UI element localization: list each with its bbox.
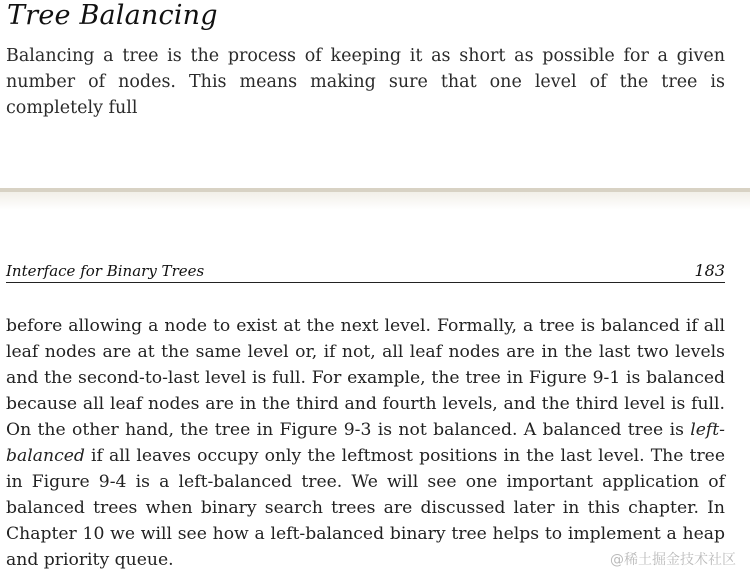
page-break-shadow xyxy=(0,192,750,210)
body-text-part2: if all leaves occupy only the leftmost positions in the last level. The tree in Figure 9-4 is a left-balanced tree. We will see one important application of balanced trees when binary search trees are discussed later in this chapter. In Chapter 10 we will see how a left-balanced binary tree helps to implement a heap and priority queue. xyxy=(6,446,725,570)
section-heading: Tree Balancing xyxy=(7,0,218,31)
page-number: 183 xyxy=(694,261,725,280)
intro-paragraph: Balancing a tree is the process of keeping it as short as possible for a given number of nodes. This means making sure that one level of the tree is completely full xyxy=(6,46,725,118)
running-header xyxy=(6,260,725,283)
body-paragraph xyxy=(6,313,725,573)
watermark: @稀土掘金技术社区 xyxy=(610,552,736,568)
left-balanced-term: left-balanced xyxy=(6,420,725,466)
body-text-part1: before allowing a node to exist at the next level. Formally, a tree is balanced if all leaf nodes are at the same level or, if not, all leaf nodes are in the last two levels and the second-to-last level is full. For example, the tree in Figure 9-1 is balanced because all leaf nodes are in the third and fourth levels, and the third level is full. On the other hand, the tree in Figure 9-3 is not balanced. A balanced tree is xyxy=(6,316,725,440)
running-header-title: Interface for Binary Trees xyxy=(6,262,205,280)
